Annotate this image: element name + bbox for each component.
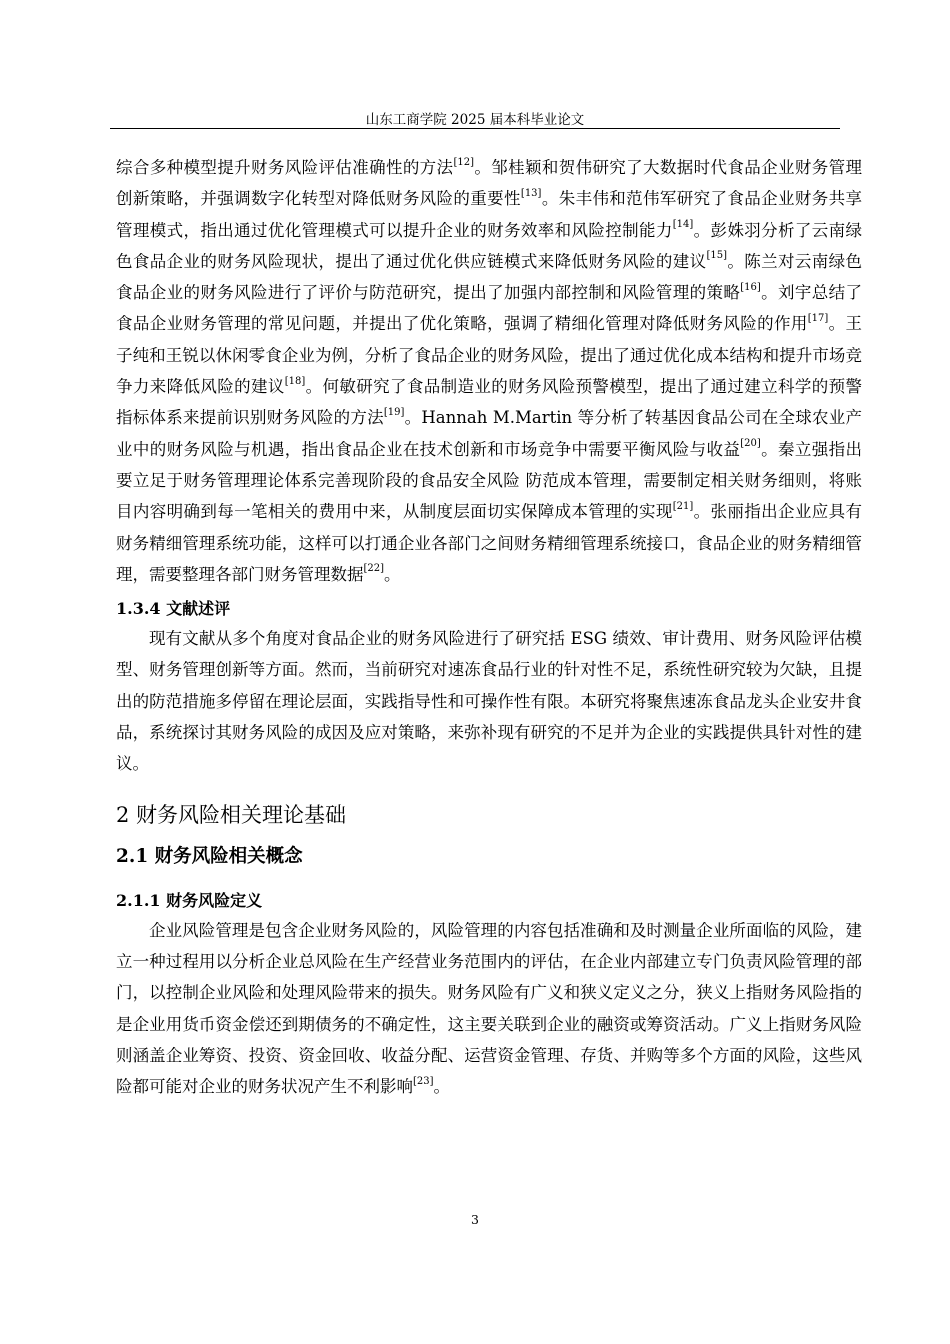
paragraph-text: 。何敏研究了食品制造业的财务风险预警模型，提出了通过建立科学的预警指标体系来提前识别财务风险的方法 [116,377,863,428]
page-header: 山东工商学院 2025 届本科毕业论文 [365,112,585,128]
section-heading-1-3-4: 1.3.4 文献述评 [116,599,231,619]
paragraph-text: 综合多种模型提升财务风险评估准确性的方法 [116,158,454,177]
paragraph-text: 。Hannah M.Martin 等分析了转基因食品公司在全球农业产业中的财务风险与机遇，指出食品企业在技术创新和市场竞争中需要平衡风险与收益 [116,408,863,459]
citation-ref: [23] [413,1075,434,1087]
citation-ref: [14] [672,219,694,231]
paragraph-text: 。邹桂颖和贺伟研究了大数据时代食品企业财务管理创新策略，并强调数字化转型对降低财务风险的重要性 [116,158,863,209]
paragraph-text: 。陈兰对云南绿色食品企业的财务风险进行了评价与防范研究，提出了加强内部控制和风险管理的策略 [116,251,863,303]
citation-ref: [22] [363,563,385,575]
citation-ref: [18] [284,375,306,387]
paragraph-text: 。刘宇总结了食品企业财务管理的常见问题，并提出了优化策略，强调了精细化管理对降低财务风险的作用 [116,283,863,334]
paragraph-text: 。 [433,1077,451,1097]
paragraph-literature-review [116,152,862,590]
paragraph-text: 。秦立强指出要立足于财务管理理论体系完善现阶段的食品安全风险 防范成本管理，需要制定相关财务细则，将账目内容明确到每一笔相关的费用中来，从制度层面切实保障成本管理的实现 [116,439,863,522]
citation-ref: [12] [453,156,474,168]
page-number: 3 [471,1212,479,1227]
paragraph-text: 。 [384,564,401,584]
header-rule [110,128,840,129]
citation-ref: [19] [383,406,405,418]
document-body [116,152,862,1102]
citation-ref: [20] [740,438,761,450]
citation-ref: [15] [706,250,728,262]
citation-ref: [13] [520,187,542,199]
citation-ref: [21] [672,500,694,512]
paragraph-text: 。朱丰伟和范伟军研究了食品企业财务共享管理模式，指出通过优化管理模式可以提升企业的财务效率和风险控制能力 [116,189,863,240]
citation-ref: [16] [740,281,761,293]
paragraph-text: 企业风险管理是包含企业财务风险的，风险管理的内容包括准确和及时测量企业所面临的风险，建立一种过程用以分析企业总风险在生产经营业务范围内的评估，在企业内部建立专门负责风险管理的部门，以控制企业风险和处理风险带来的损失。财务风险有广义和狭义定义之分，狭义上指财务风险指的是企业用货币资金偿还到期债务的不确定性，这主要关联到企业的融资或筹资活动。广义上指财务风险则涵盖企业筹资、投资、资金回收、收益分配、运营资金管理、存货、并购等多个方面的风险，这些风险都可能对企业的财务状况产生不利影响 [116,920,862,1097]
paragraph-text: 。彭姝羽分析了云南绿色食品企业的财务风险现状，提出了通过优化供应链模式来降低财务风险的建议 [116,220,863,271]
citation-ref: [17] [807,312,829,324]
paragraph-text: 。王子纯和王锐以休闲零食企业为例，分析了食品企业的财务风险，提出了通过优化成本结构和提升市场竞争力来降低风险的建议 [116,314,863,397]
chapter-heading-2: 2 财务风险相关理论基础 [116,802,347,827]
paragraph-risk-definition [116,915,862,1103]
paragraph-review-summary: 现有文献从多个角度对食品企业的财务风险进行了研究括 ESG 绩效、审计费用、财务风险评估模型、财务管理创新等方面。然而，当前研究对速冻食品行业的针对性不足，系统性研究较为欠缺，且提出的防范措施多停留在理论层面，实践指导性和可操作性有限。本研究将聚焦速冻食品龙头企业安井食品，系统探讨其财务风险的成因及应对策略，来弥补现有研究的不足并为企业的实践提供具针对性的建议。 [116,629,862,774]
section-heading-2-1: 2.1 财务风险相关概念 [116,845,303,867]
paragraph-text: 。张丽指出企业应具有财务精细管理系统功能，这样可以打通企业各部门之间财务精细管理系统接口，食品企业的财务精细管理，需要整理各部门财务管理数据 [116,502,863,584]
section-heading-2-1-1: 2.1.1 财务风险定义 [116,890,263,910]
